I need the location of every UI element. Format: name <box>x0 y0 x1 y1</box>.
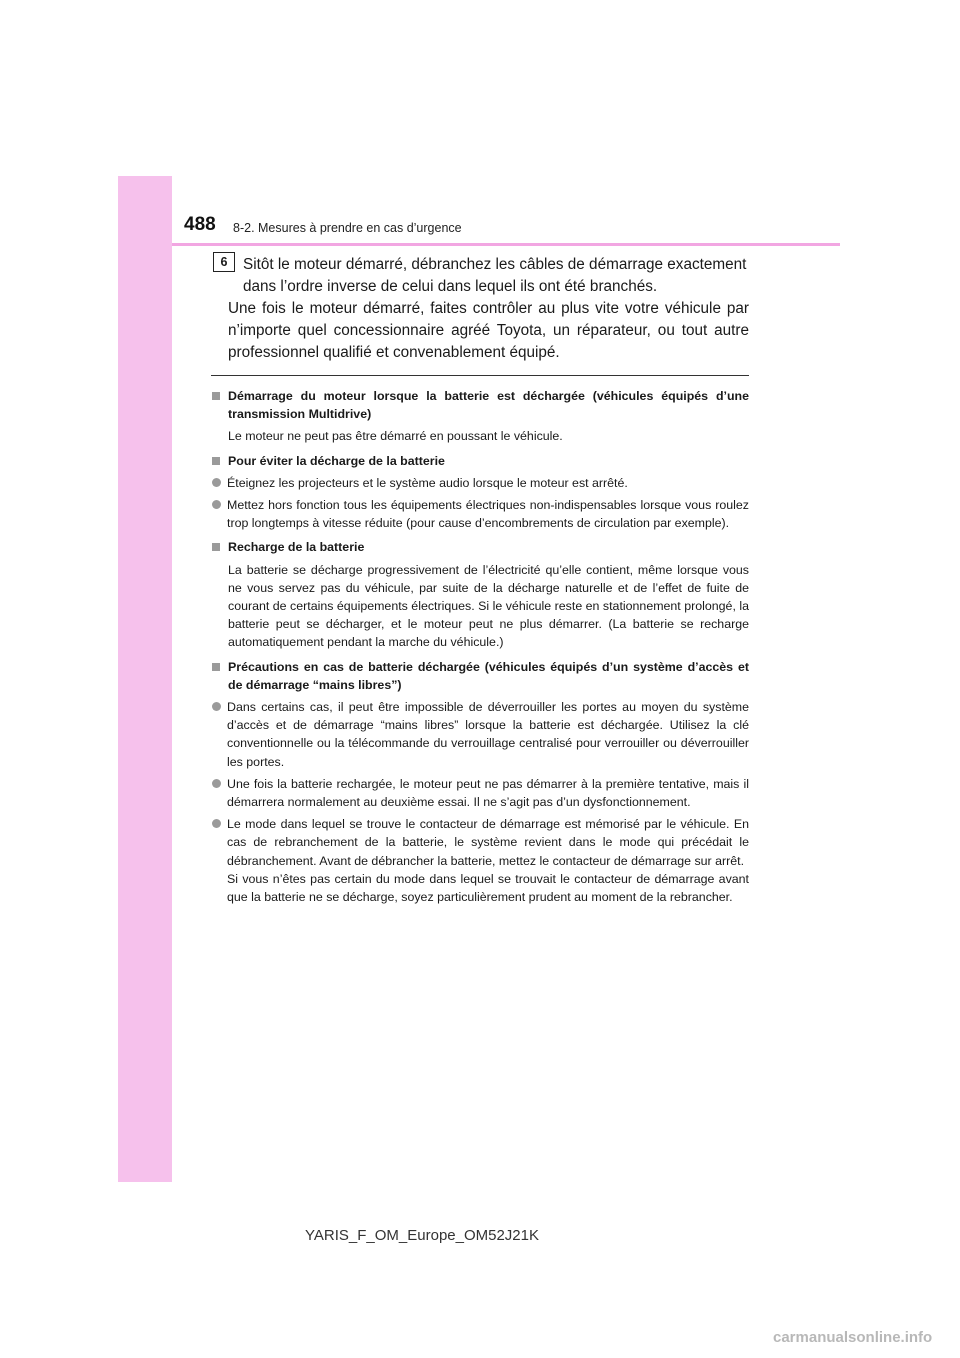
note-heading-text: Démarrage du moteur lorsque la batterie est déchargée (véhicules équipés d’une transmission Multidrive) <box>228 389 749 422</box>
note-heading <box>212 538 749 556</box>
side-color-band <box>118 176 172 1182</box>
bullet-text: Si vous n’êtes pas certain du mode dans lequel se trouvait le contacteur de démarrage avant que la batterie ne se décharge, soyez particulièrement prudent au moment de la rebrancher. <box>227 871 749 905</box>
square-bullet-icon <box>212 392 220 400</box>
bullet-text: Mettez hors fonction tous les équipements électriques non-indispensables lorsque vous roulez trop longtemps à vitesse réduite (pour cause d’encombrements de circulation par exemple). <box>227 498 749 531</box>
note-heading <box>212 452 749 470</box>
bullet-text: Éteignez les projecteurs et le système audio lorsque le moteur est arrêté. <box>227 475 628 490</box>
square-bullet-icon <box>212 663 220 671</box>
step-instruction <box>243 254 749 298</box>
step-number-box: 6 <box>213 252 235 272</box>
bullet-text: Une fois la batterie rechargée, le moteur peut ne pas démarrer à la première tentative, mais il démarrera normalement au deuxième essai. Il ne s’agit pas d’un dysfonctionnement. <box>227 776 749 810</box>
note-heading-text: Précautions en cas de batterie déchargée (véhicules équipés d’un système d’accès et de démarrage “mains libres”) <box>228 659 749 692</box>
bullet-text-block <box>227 815 749 906</box>
round-bullet-icon <box>212 779 221 788</box>
bullet-text: Le mode dans lequel se trouve le contacteur de démarrage est mémorisé par le véhicule. En cas de rebranchement de la batterie, le système revient dans le mode qui précédait le débranchement. Avant de débrancher la batterie, mettez le contacteur de démarrage sur arrêt. <box>227 817 749 868</box>
bullet-text: Dans certains cas, il peut être impossible de déverrouiller les portes au moyen du système d’accès et de démarrage “mains libres” lorsque la batterie est déchargée. Utilisez la clé conventionnelle ou la télécommande du verrouillage centralisé pour verrouiller ou déverrouiller les portes. <box>227 700 749 769</box>
watermark: carmanualsonline.info <box>773 1329 933 1346</box>
round-bullet-icon <box>212 702 221 711</box>
step-instruction-line-2: dans l’ordre inverse de celui dans lequel ils ont été branchés. <box>243 278 658 295</box>
step-instruction-line-1: Sitôt le moteur démarré, débranchez les câbles de démarrage exactement <box>243 256 747 273</box>
note-heading-text: Recharge de la batterie <box>228 540 365 555</box>
section-title: 8-2. Mesures à prendre en cas d’urgence <box>233 221 462 235</box>
note-heading-text: Pour éviter la décharge de la batterie <box>228 453 445 468</box>
body-paragraph-text: Une fois le moteur démarré, faites contrôler au plus vite votre véhicule par n’importe quel concessionnaire agréé Toyota, un réparateur, ou tout autre professionnel qualifié et convenablement équipé. <box>228 300 749 361</box>
body-paragraph <box>228 298 749 364</box>
round-bullet-icon <box>212 478 221 487</box>
document-footer: YARIS_F_OM_Europe_OM52J21K <box>305 1227 540 1244</box>
square-bullet-icon <box>212 543 220 551</box>
page-number: 488 <box>184 214 216 235</box>
bullet-item <box>212 698 749 771</box>
bullet-item <box>212 775 749 811</box>
round-bullet-icon <box>212 819 221 828</box>
section-divider <box>211 375 749 376</box>
round-bullet-icon <box>212 500 221 509</box>
bullet-item <box>212 474 749 492</box>
bullet-item <box>212 496 749 532</box>
bullet-item <box>212 815 749 906</box>
notes-section <box>212 387 749 906</box>
note-heading <box>212 658 749 694</box>
note-text: Le moteur ne peut pas être démarré en poussant le véhicule. <box>228 429 563 444</box>
note-text: La batterie se décharge progressivement de l’électricité qu’elle contient, même lorsque vous ne vous servez pas du véhicule, par suite de la décharge naturelle et de l’effet de fuite de courant de certains équipements électriques. Si le véhicule reste en stationnement prolongé, la batterie peut se décharger, et le moteur peut ne plus démarrer. (La batterie se recharge automatiquement pendant la marche du véhicule.) <box>228 562 749 650</box>
square-bullet-icon <box>212 457 220 465</box>
header-rule <box>172 243 840 246</box>
note-heading <box>212 387 749 423</box>
